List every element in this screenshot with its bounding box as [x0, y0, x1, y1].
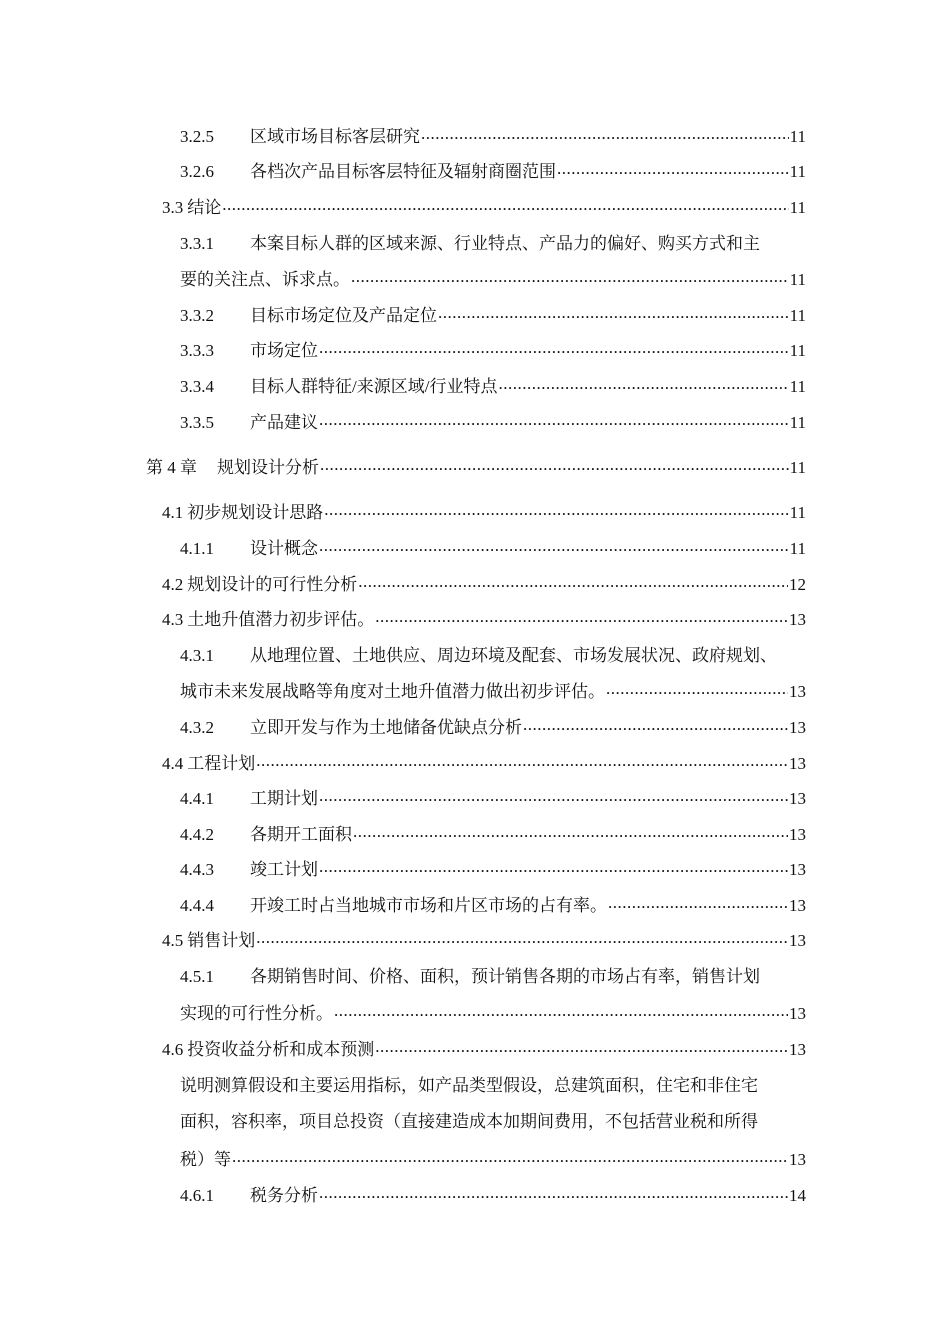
toc-entry[interactable] [180, 860, 806, 880]
toc-entry-multiline[interactable] [180, 646, 806, 666]
toc-chapter-entry[interactable] [146, 458, 806, 478]
toc-entry-page: 13 [789, 931, 806, 950]
toc-entry-number: 3.3.3 [180, 341, 214, 360]
toc-entry-page: 13 [789, 610, 806, 629]
toc-entry[interactable] [162, 503, 806, 523]
toc-leader [232, 1151, 788, 1165]
toc-entry-number: 4.4 [162, 754, 184, 773]
toc-note-text: 说明测算假设和主要运用指标，如产品类型假设，总建筑面积，住宅和非住宅 [180, 1076, 758, 1095]
toc-leader [557, 163, 789, 177]
toc-entry-number: 3.3.4 [180, 377, 214, 396]
toc-entry-page: 11 [789, 341, 806, 360]
toc-entry-page: 13 [789, 682, 806, 701]
toc-entry-number: 3.3 [162, 198, 184, 217]
toc-entry[interactable] [162, 610, 806, 630]
toc-entry[interactable] [180, 896, 806, 916]
toc-entry-title: 结论 [187, 198, 222, 217]
toc-entry-page: 13 [789, 789, 806, 808]
toc-entry-number: 第 4 章 [146, 458, 197, 477]
toc-entry-page: 11 [789, 413, 806, 432]
toc-entry-title: 产品建议 [250, 413, 318, 432]
toc-entry-number: 4.5 [162, 931, 184, 950]
toc-leader [319, 861, 788, 875]
toc-entry-title: 初步规划设计思路 [187, 503, 324, 522]
toc-entry-number: 4.3.1 [180, 646, 214, 665]
toc-note-line3[interactable] [180, 1150, 806, 1170]
toc-entry-title: 开竣工时占当地城市市场和片区市场的占有率。 [250, 896, 607, 915]
toc-entry-page: 13 [789, 1150, 806, 1169]
toc-entry-number: 4.4.4 [180, 896, 214, 915]
toc-entry-title: 规划设计的可行性分析 [187, 575, 358, 594]
toc-entry-number: 4.6 [162, 1040, 184, 1059]
toc-leader [256, 755, 788, 769]
toc-entry-page: 13 [789, 825, 806, 844]
toc-leader [375, 611, 788, 625]
toc-entry-page: 11 [789, 503, 806, 522]
toc-entry[interactable] [180, 1186, 806, 1206]
toc-entry-number: 4.2 [162, 575, 184, 594]
toc-entry-title: 土地升值潜力初步评估。 [187, 610, 375, 629]
toc-entry[interactable] [180, 539, 806, 559]
toc-entry-number: 3.2.6 [180, 162, 214, 181]
toc-leader [319, 790, 788, 804]
toc-leader [421, 128, 789, 142]
toc-entry-title: 各期开工面积 [250, 825, 352, 844]
toc-entry-title: 工程计划 [187, 754, 256, 773]
toc-note-line2[interactable] [180, 1112, 806, 1132]
toc-leader [319, 342, 789, 356]
toc-entry-page: 13 [789, 860, 806, 879]
toc-entry-title: 投资收益分析和成本预测 [187, 1040, 375, 1059]
toc-entry-title: 目标人群特征/来源区域/行业特点 [250, 377, 498, 396]
toc-entry[interactable] [180, 789, 806, 809]
toc-entry-number: 4.4.3 [180, 860, 214, 879]
toc-entry-title: 竣工计划 [250, 860, 318, 879]
toc-entry-page: 13 [789, 1004, 806, 1023]
toc-note-text: 面积，容积率，项目总投资（直接建造成本加期间费用，不包括营业税和所得 [180, 1112, 758, 1131]
toc-leader [222, 199, 788, 213]
toc-entry-title-line1: 从地理位置、土地供应、周边环境及配套、市场发展状况、政府规划、 [250, 646, 777, 665]
toc-entry-title-line2: 实现的可行性分析。 [180, 1004, 333, 1023]
toc-entry-title: 各档次产品目标客层特征及辐射商圈范围 [250, 162, 556, 181]
toc-entry-title: 销售计划 [187, 931, 256, 950]
toc-entry-number: 4.1.1 [180, 539, 214, 558]
toc-entry-page: 11 [789, 458, 806, 477]
toc-entry-number: 3.3.1 [180, 234, 214, 253]
toc-leader [334, 1005, 788, 1019]
toc-leader [498, 378, 788, 392]
toc-leader [319, 1187, 788, 1201]
toc-entry-title: 市场定位 [250, 341, 318, 360]
toc-entry-multiline[interactable] [180, 967, 806, 987]
toc-leader [319, 540, 789, 554]
toc-leader [256, 932, 788, 946]
toc-entry-page: 11 [789, 198, 806, 217]
toc-leader [375, 1041, 788, 1055]
toc-entry-title: 设计概念 [250, 539, 318, 558]
toc-entry-title-line2: 要的关注点、诉求点。 [180, 270, 350, 289]
toc-entry[interactable] [180, 413, 806, 433]
toc-entry-continuation[interactable] [180, 1004, 806, 1024]
toc-entry-page: 13 [789, 718, 806, 737]
toc-entry-page: 11 [789, 539, 806, 558]
toc-entry-page: 11 [789, 377, 806, 396]
toc-entry-title: 立即开发与作为土地储备优缺点分析 [250, 718, 522, 737]
toc-entry[interactable] [162, 754, 806, 774]
toc-entry-continuation[interactable] [180, 270, 806, 290]
toc-entry-number: 4.3 [162, 610, 184, 629]
toc-entry[interactable] [180, 825, 806, 845]
toc-leader [351, 271, 789, 285]
toc-leader [324, 504, 788, 518]
toc-entry-number: 4.3.2 [180, 718, 214, 737]
toc-entry-title-line2: 城市未来发展战略等角度对土地升值潜力做出初步评估。 [180, 682, 605, 701]
toc-entry-number: 3.2.5 [180, 127, 214, 146]
toc-entry-title: 目标市场定位及产品定位 [250, 306, 437, 325]
toc-entry-page: 14 [789, 1186, 806, 1205]
toc-entry[interactable] [180, 377, 806, 397]
toc-entry-number: 3.3.5 [180, 413, 214, 432]
toc-leader [319, 414, 789, 428]
toc-leader [320, 459, 789, 473]
toc-entry-page: 12 [789, 575, 806, 594]
toc-entry-page: 13 [789, 1040, 806, 1059]
toc-leader [523, 719, 788, 733]
toc-entry-number: 4.1 [162, 503, 184, 522]
toc-entry-number: 4.4.1 [180, 789, 214, 808]
toc-entry[interactable] [162, 575, 806, 595]
toc-leader [353, 826, 788, 840]
toc-note-line1[interactable] [180, 1076, 806, 1096]
toc-entry[interactable] [180, 162, 806, 182]
toc-entry-page: 11 [789, 162, 806, 181]
toc-entry-number: 3.3.2 [180, 306, 214, 325]
toc-entry-multiline[interactable] [180, 234, 806, 254]
toc-entry-page: 11 [789, 306, 806, 325]
toc-entry-continuation[interactable] [180, 682, 806, 702]
toc-entry-page: 11 [789, 127, 806, 146]
toc-entry-page: 13 [789, 896, 806, 915]
toc-entry-title: 税务分析 [250, 1186, 318, 1205]
toc-entry[interactable] [180, 127, 806, 147]
toc-entry[interactable] [180, 718, 806, 738]
toc-leader [606, 683, 788, 697]
toc-entry-title-line1: 各期销售时间、价格、面积，预计销售各期的市场占有率，销售计划 [250, 967, 760, 986]
toc-entry-number: 4.4.2 [180, 825, 214, 844]
toc-entry-number: 4.5.1 [180, 967, 214, 986]
toc-entry[interactable] [162, 931, 806, 951]
toc-note-text: 税）等 [180, 1150, 231, 1169]
toc-entry-page: 11 [789, 270, 806, 289]
toc-entry-title: 区域市场目标客层研究 [250, 127, 420, 146]
toc-entry-title: 工期计划 [250, 789, 318, 808]
toc-entry-title: 规划设计分析 [217, 458, 319, 477]
toc-entry-number: 4.6.1 [180, 1186, 214, 1205]
toc-entry-page: 13 [789, 754, 806, 773]
toc-leader [608, 897, 788, 911]
toc-leader [438, 307, 789, 321]
toc-entry[interactable] [180, 341, 806, 361]
toc-entry[interactable] [162, 1040, 806, 1060]
toc-leader [358, 576, 788, 590]
toc-entry[interactable] [180, 306, 806, 326]
toc-entry[interactable] [162, 198, 806, 218]
toc-entry-title-line1: 本案目标人群的区域来源、行业特点、产品力的偏好、购买方式和主 [250, 234, 760, 253]
